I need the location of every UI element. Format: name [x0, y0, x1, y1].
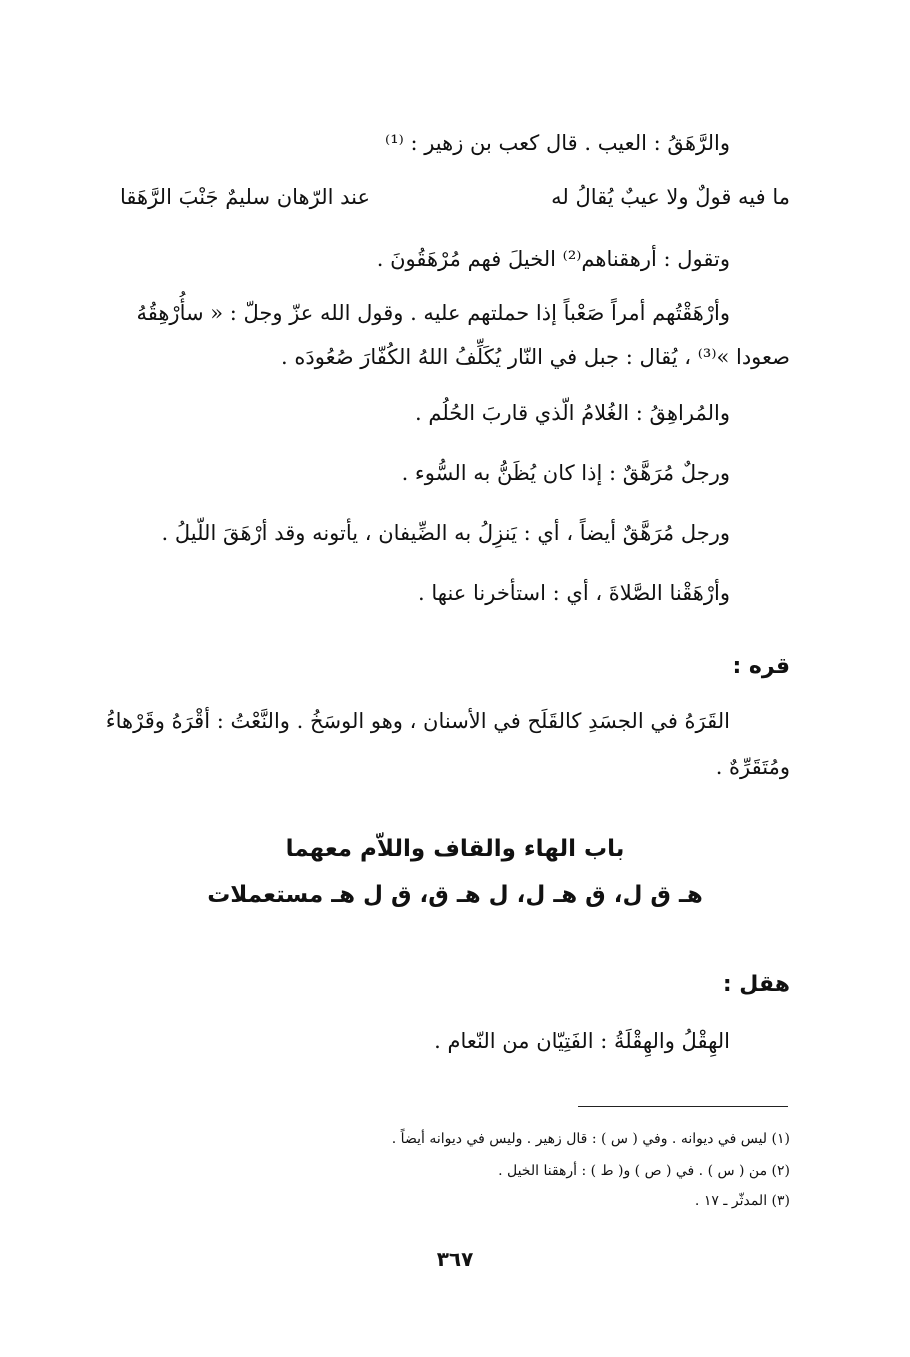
page-number: ٣٦٧ [436, 1247, 474, 1271]
footnote-1: (١) ليس في ديوانه . وفي ( س ) : قال زهير . وليس في ديوانه أيضاً . [391, 1131, 790, 1147]
poetry-verse [120, 182, 790, 212]
entry-qarah-cont: ومُتَقَرِّهٌ . [715, 755, 790, 779]
root-heading-haqal: هقل : [722, 972, 790, 997]
footnote-2: (٢) من ( س ) . في ( ص ) و( ط ) : أرهقنا الخيل . [498, 1163, 790, 1179]
footnote-separator [578, 1106, 788, 1107]
entry-arhaqna-salat: وأرْهَقْنا الصَّلاةَ ، أي : استأخرنا عنها . [418, 581, 730, 605]
chapter-title: باب الهاء والقاف واللاّم معهما [285, 836, 625, 862]
entry-arhaqtuhum: وأرْهَقْتُهم أمراً صَعْباً إذا حملتهم عليه . وقول الله عزّ وجلّ : « سأُرْهِقُهُ [136, 301, 730, 325]
footnote-3: (٣) المدثّر ـ ١٧ . [694, 1193, 790, 1209]
entry-qarah: القَرَهُ في الجسَدِ كالقَلَح في الأسنان ، وهو الوسَخُ . والنَّعْتُ : أقْرَهُ وقَرْهاءُ [105, 709, 730, 733]
entry-rahaq: والرَّهَقُ : العيب . قال كعب بن زهير : ⁽¹⁾ [385, 131, 730, 155]
verse-first-hemistich: ما فيه قولٌ ولا عيبٌ يُقالُ له [551, 185, 790, 209]
verse-second-hemistich: عند الرّهان سليمٌ جَنْبَ الرَّهَقا [120, 185, 371, 209]
entry-hiql: الهِقْلُ والهِقْلَةُ : الفَتِيّان من النّعام . [434, 1029, 730, 1053]
entry-arhaqnahum: وتقول : أرهقناهم⁽²⁾ الخيلَ فهم مُرْهَقُونَ . [376, 247, 730, 271]
entry-murahhaq: ورجلٌ مُرَهَّقٌ : إذا كان يُظَنُّ به السُّوء . [401, 461, 730, 485]
root-heading-qarah: قره : [732, 654, 790, 679]
chapter-subtitle: هـ ق ل، ق هـ ل، ل هـ ق، ق ل هـ مستعملات [207, 882, 703, 908]
entry-murahiq: والمُراهِقُ : الغُلامُ الّذي قاربَ الحُلُم . [415, 401, 730, 425]
entry-suud: صعودا »⁽³⁾ ، يُقال : جبل في النّار يُكَلِّفُ اللهُ الكُفّارَ صُعُودَه . [281, 345, 790, 369]
entry-murahhaq-2: ورجل مُرَهَّقٌ أيضاً ، أي : يَنزِلُ به الضِّيفان ، يأتونه وقد أرْهَقَ اللّيلُ . [161, 521, 730, 545]
